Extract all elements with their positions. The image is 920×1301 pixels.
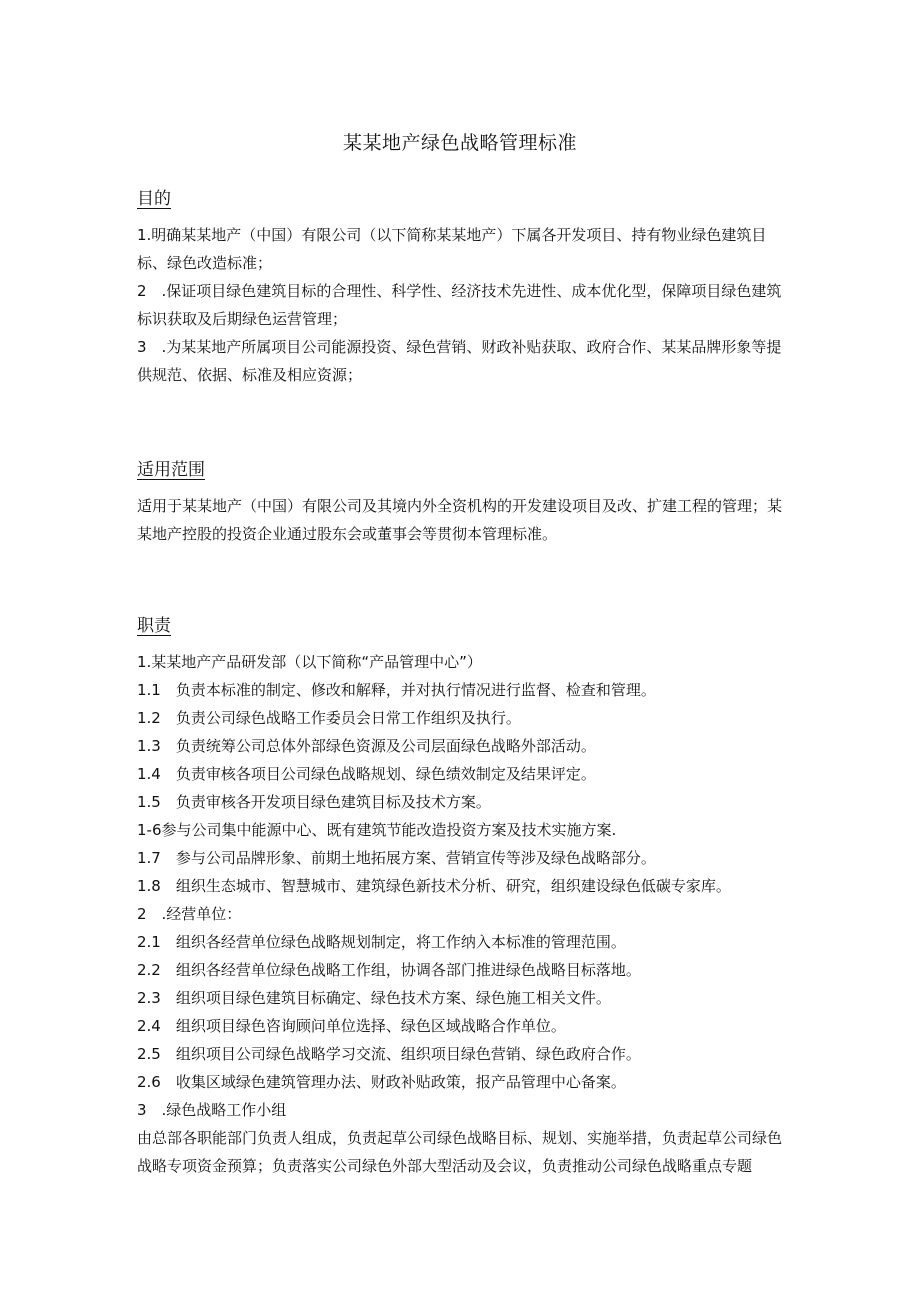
section-purpose: [137, 187, 787, 389]
working-group-text: 由总部各职能部门负责人组成，负责起草公司绿色战略目标、规划、实施举措，负责起草公司绿色战略专项资金预算；负责落实公司绿色外部大型活动及会议，负责推动公司绿色战略重点专题: [137, 1129, 783, 1175]
responsibility-line: 1.1 负责本标准的制定、修改和解释，并对执行情况进行监督、检查和管理。: [137, 681, 656, 699]
responsibility-line: 3 .绿色战略工作小组: [137, 1101, 287, 1119]
purpose-item-1: 1.明确某某地产（中国）有限公司（以下简称某某地产）下属各开发项目、持有物业绿色建筑目标、绿色改造标准；: [137, 226, 767, 272]
section-heading-scope: 适用范围: [137, 460, 205, 480]
purpose-item-3: 3 .为某某地产所属项目公司能源投资、绿色营销、财政补贴获取、政府合作、某某品牌形象等提供规范、依据、标准及相应资源；: [137, 338, 782, 384]
responsibility-line: 2.2 组织各经营单位绿色战略工作组，协调各部门推进绿色战略目标落地。: [137, 961, 641, 979]
section-scope: [137, 458, 787, 548]
purpose-item-2: 2 .保证项目绿色建筑目标的合理性、科学性、经济技术先进性、成本优化型，保障项目绿色建筑标识获取及后期绿色运营管理；: [137, 282, 782, 328]
responsibility-line: 2.3 组织项目绿色建筑目标确定、绿色技术方案、绿色施工相关文件。: [137, 989, 611, 1007]
responsibility-line: 1.5 负责审核各开发项目绿色建筑目标及技术方案。: [137, 793, 491, 811]
section-heading-purpose: 目的: [137, 189, 171, 209]
responsibility-line: 1.2 负责公司绿色战略工作委员会日常工作组织及执行。: [137, 709, 521, 727]
responsibility-line: 2.5 组织项目公司绿色战略学习交流、组织项目绿色营销、绿色政府合作。: [137, 1045, 641, 1063]
responsibility-line: 2.6 收集区域绿色建筑管理办法、财政补贴政策，报产品管理中心备案。: [137, 1073, 626, 1091]
responsibility-line: 1.3 负责统筹公司总体外部绿色资源及公司层面绿色战略外部活动。: [137, 737, 596, 755]
responsibility-line: 1.7 参与公司品牌形象、前期土地拓展方案、营销宣传等涉及绿色战略部分。: [137, 849, 656, 867]
responsibility-line: 1-6参与公司集中能源中心、既有建筑节能改造投资方案及技术实施方案.: [137, 821, 617, 839]
responsibility-line: 2 .经营单位：: [137, 905, 242, 923]
section-heading-responsibilities: 职责: [137, 616, 171, 636]
responsibility-line: 2.4 组织项目绿色咨询顾问单位选择、绿色区域战略合作单位。: [137, 1017, 566, 1035]
responsibility-line: 1.某某地产产品研发部（以下简称“产品管理中心”）: [137, 653, 482, 671]
responsibility-line: 1.8 组织生态城市、智慧城市、建筑绿色新技术分析、研究，组织建设绿色低碳专家库。: [137, 877, 731, 895]
scope-text: 适用于某某地产（中国）有限公司及其境内外全资机构的开发建设项目及改、扩建工程的管理；某某地产控股的投资企业通过股东会或董事会等贯彻本管理标准。: [137, 497, 783, 543]
responsibility-line: 2.1 组织各经营单位绿色战略规划制定，将工作纳入本标准的管理范围。: [137, 933, 626, 951]
document-title: 某某地产绿色战略管理标准: [342, 132, 577, 154]
section-responsibilities: [137, 614, 787, 1180]
responsibility-line: 1.4 负责审核各项目公司绿色战略规划、绿色绩效制定及结果评定。: [137, 765, 596, 783]
